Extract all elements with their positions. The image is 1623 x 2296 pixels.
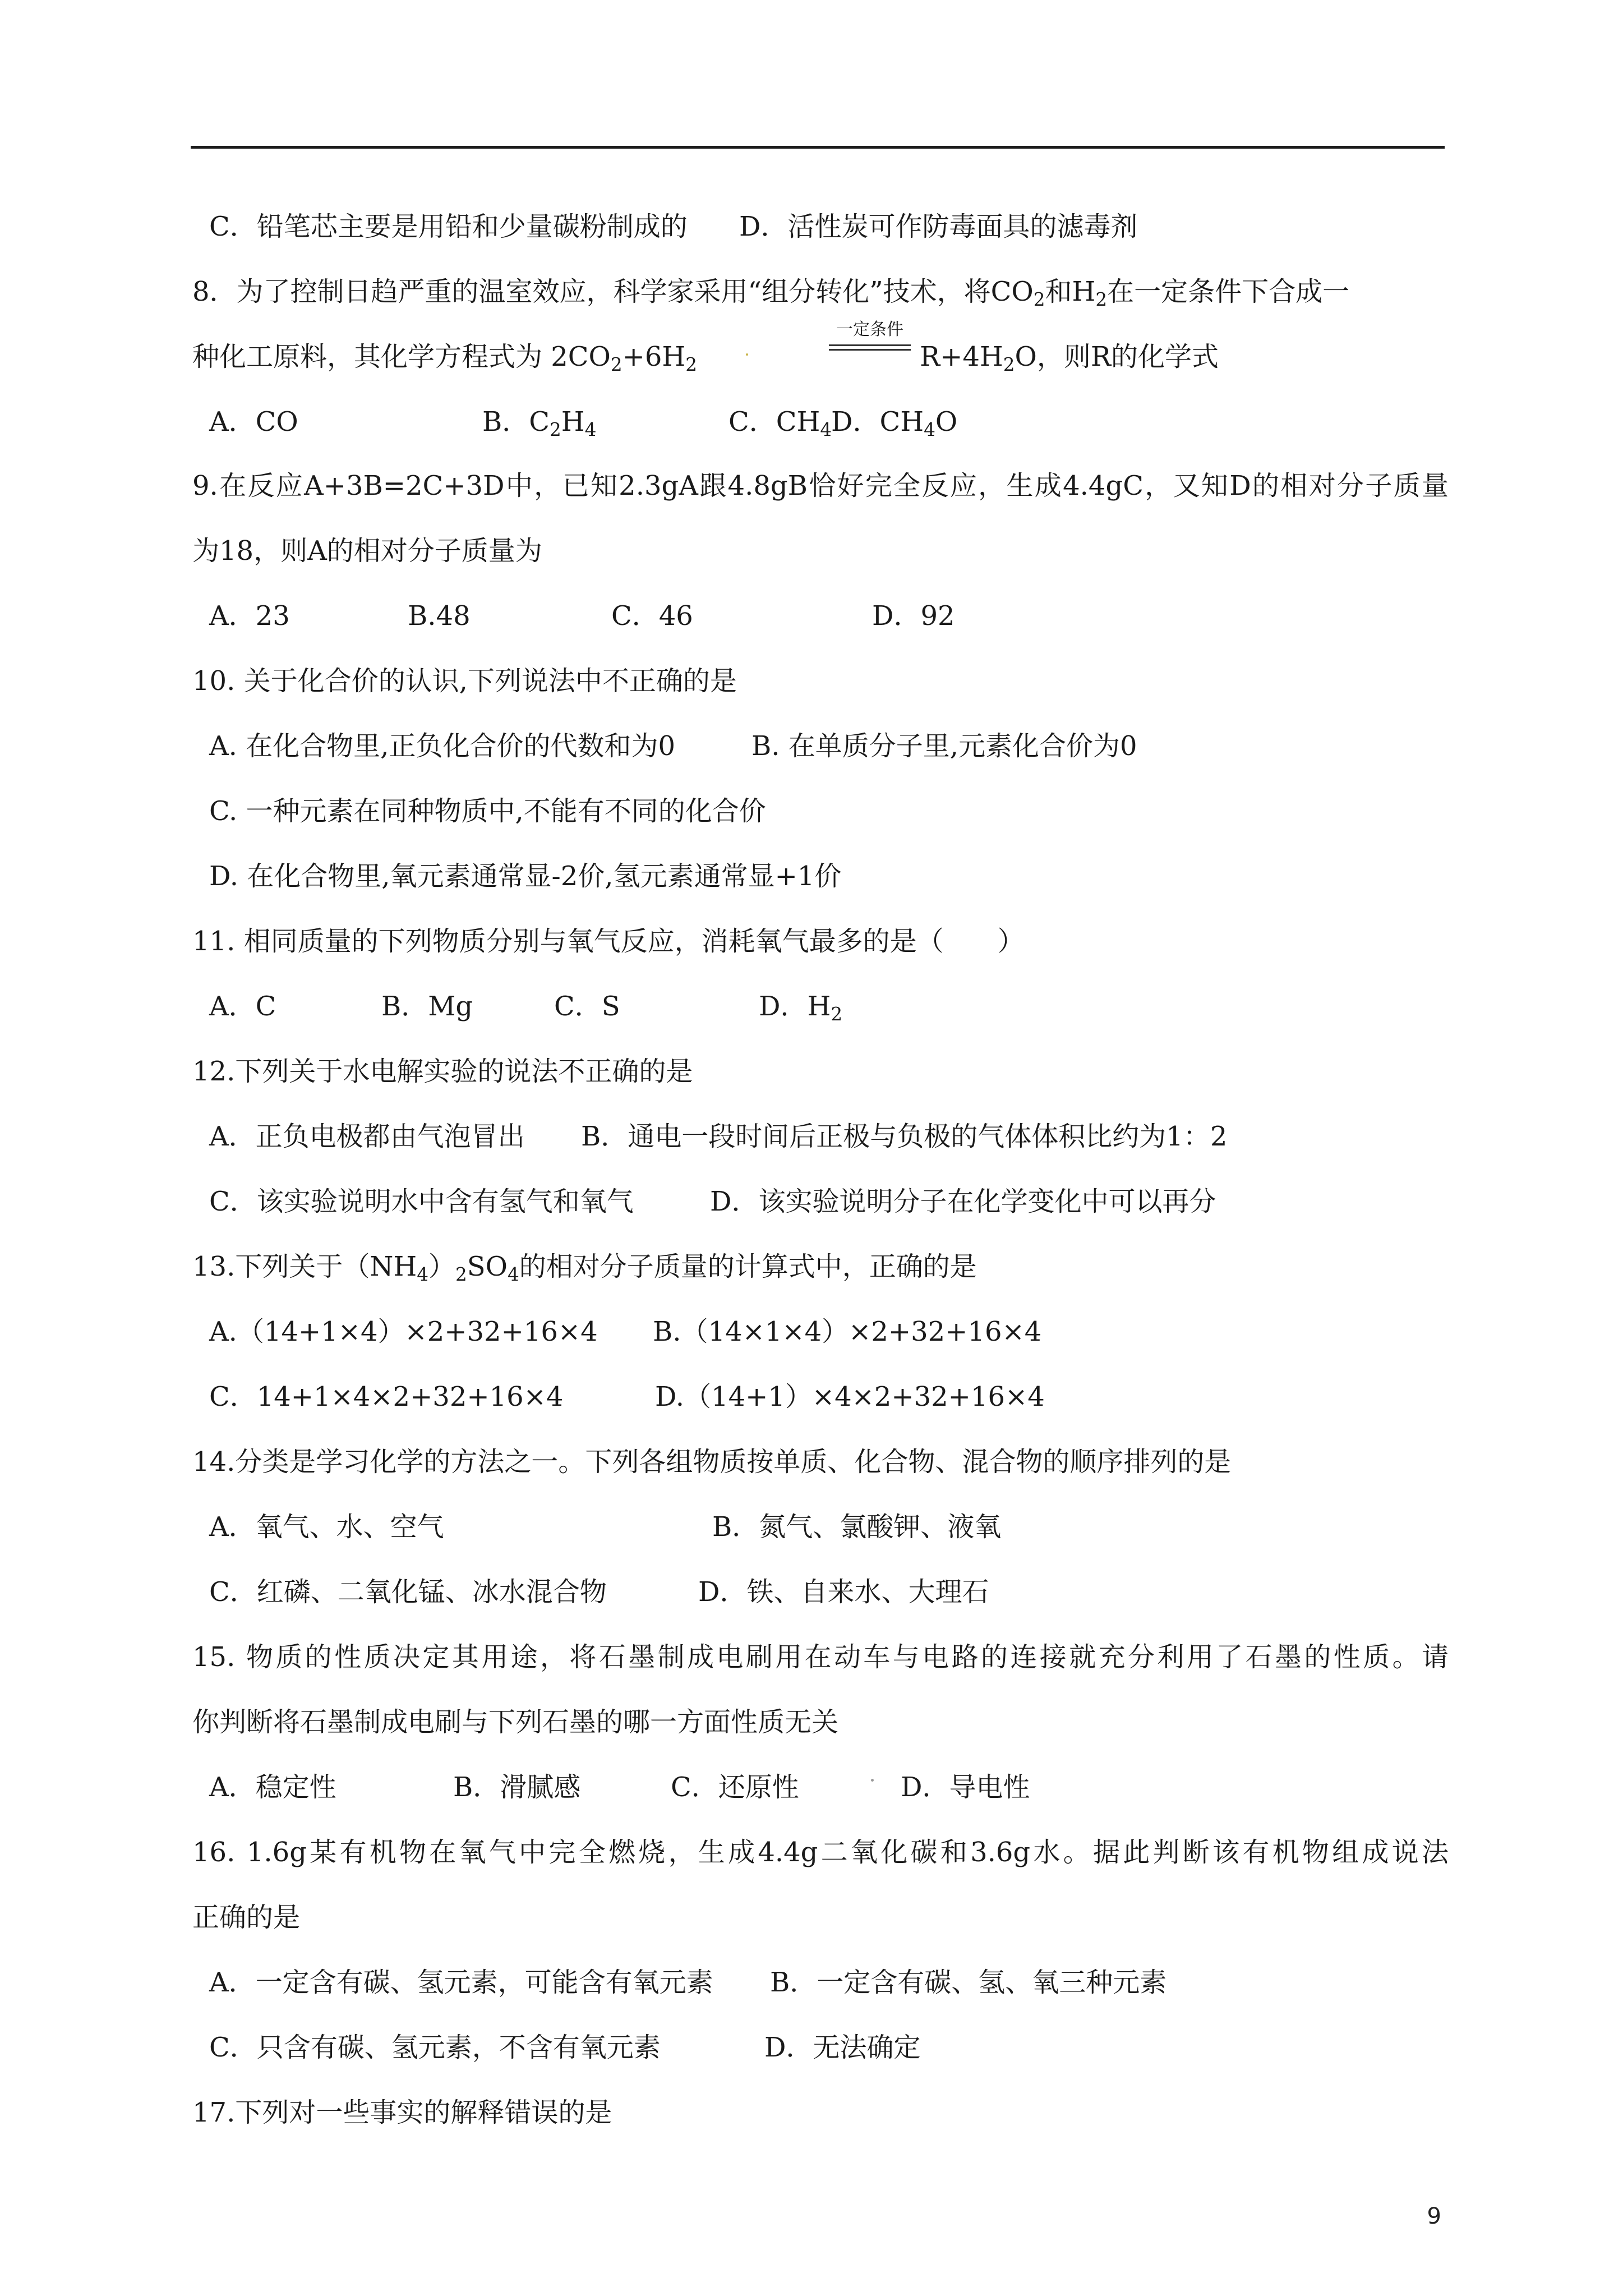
reaction-condition-label: 一定条件 (836, 320, 903, 339)
q8-option-b: B．$C_2H_4$ (482, 406, 597, 441)
q10-option-a: A. 在化合物里,正负化合价的代数和为0 (209, 730, 675, 762)
q7-option-d: D．活性炭可作防毒面具的滤毒剂 (739, 211, 1138, 242)
page-number: 9 (1427, 2203, 1441, 2229)
q9-option-c: C．46 (611, 600, 693, 632)
q12-option-b: B．通电一段时间后正极与负极的气体体积比约为1：2 (581, 1121, 1228, 1152)
q13-option-d: D.（14+1）×4×2+32+16×4 (655, 1381, 1045, 1412)
q15-option-b: B．滑腻感 (453, 1772, 581, 1803)
q14-option-a: A．氧气、水、空气 (209, 1511, 444, 1543)
q16-option-c: C．只含有碳、氢元素，不含有氧元素 (209, 2032, 661, 2063)
q9-stem-line2: 为18，则A的相对分子质量为 (192, 535, 542, 567)
q12-option-c: C．该实验说明水中含有氢气和氧气 (209, 1186, 634, 1217)
q8-option-a: A．CO (209, 406, 298, 438)
q15-option-d: D．导电性 (901, 1772, 1030, 1803)
q13-option-c: C．14+1×4×2+32+16×4 (209, 1381, 564, 1412)
scan-speck (871, 1779, 874, 1782)
q16-stem-line2: 正确的是 (192, 1902, 301, 1933)
q11-stem: 11. 相同质量的下列物质分别与氧气反应，消耗氧气最多的是（ ） (192, 926, 1025, 957)
q16-option-d: D．无法确定 (764, 2032, 921, 2063)
q15-option-a: A．稳定性 (209, 1772, 336, 1803)
q16-option-b: B．一定含有碳、氢、氧三种元素 (770, 1967, 1167, 1998)
q11-option-a: A．C (209, 991, 276, 1022)
q14-stem: 14.分类是学习化学的方法之一。下列各组物质按单质、化合物、混合物的顺序排列的是 (192, 1446, 1232, 1478)
q10-option-c: C. 一种元素在同种物质中,不能有不同的化合价 (209, 795, 766, 827)
q8-equation-right: $R+4H_2O$，则R的化学式 (920, 341, 1219, 376)
q16-option-a: A．一定含有碳、氢元素，可能含有氧元素 (209, 1967, 713, 1998)
q11-option-c: C．S (554, 991, 620, 1022)
q17-stem: 17.下列对一些事实的解释错误的是 (192, 2097, 612, 2128)
reaction-condition-arrow (829, 319, 911, 355)
q11-option-d: D．$H_2$ (759, 991, 843, 1025)
q9-option-d: D．92 (872, 600, 955, 632)
header-rule (191, 146, 1445, 149)
q12-option-d: D．该实验说明分子在化学变化中可以再分 (710, 1186, 1216, 1217)
q16-stem-line1: 16. 1.6g某有机物在氧气中完全燃烧，生成4.4g二氧化碳和3.6g水。据此判断该有机物组成说法 (192, 1837, 1449, 1868)
q9-option-a: A．23 (209, 600, 290, 632)
q13-option-b: B.（14×1×4）×2+32+16×4 (653, 1316, 1042, 1347)
q14-option-c: C．红磷、二氧化锰、冰水混合物 (209, 1576, 607, 1608)
q12-stem: 12.下列关于水电解实验的说法不正确的是 (192, 1056, 693, 1087)
scan-speck (746, 353, 748, 356)
q15-option-c: C．还原性 (671, 1772, 799, 1803)
q8-option-d: D．$CH_4O$ (831, 406, 958, 441)
q13-stem: 13.下列关于$(NH_4)_2SO_4$的相对分子质量的计算式中，正确的是 (192, 1251, 977, 1286)
q9-option-b: B.48 (408, 600, 471, 632)
q10-stem: 10. 关于化合价的认识,下列说法中不正确的是 (192, 665, 737, 697)
q7-option-c: C．铅笔芯主要是用铅和少量碳粉制成的 (209, 211, 688, 242)
q14-option-b: B．氮气、氯酸钾、液氧 (712, 1511, 1002, 1543)
q14-option-d: D．铁、自来水、大理石 (698, 1576, 989, 1608)
q8-stem-line1: 8．为了控制日趋严重的温室效应，科学家采用“组分转化”技术，将$CO_2$和$H_2$在一定条件下合成一 (192, 276, 1350, 311)
q13-option-a: A.（14+1×4）×2+32+16×4 (209, 1316, 598, 1347)
q8-option-c: C．$CH_4$ (728, 406, 832, 441)
q11-option-b: B．Mg (381, 991, 473, 1022)
q8-equation-left: 种化工原料，其化学方程式为 $2CO_2+6H_2$ (192, 341, 698, 376)
q15-stem-line2: 你判断将石墨制成电刷与下列石墨的哪一方面性质无关 (192, 1706, 839, 1738)
q15-stem-line1: 15. 物质的性质决定其用途，将石墨制成电刷用在动车与电路的连接就充分利用了石墨的性质。请 (192, 1641, 1449, 1673)
q10-option-d: D. 在化合物里,氧元素通常显-2价,氢元素通常显+1价 (209, 861, 842, 892)
q10-option-b: B. 在单质分子里,元素化合价为0 (751, 730, 1137, 762)
q12-option-a: A．正负电极都由气泡冒出 (209, 1121, 525, 1152)
q9-stem-line1: 9.在反应A+3B=2C+3D中，已知2.3gA跟4.8gB恰好完全反应，生成4.4gC，又知D的相对分子质量 (192, 470, 1449, 501)
